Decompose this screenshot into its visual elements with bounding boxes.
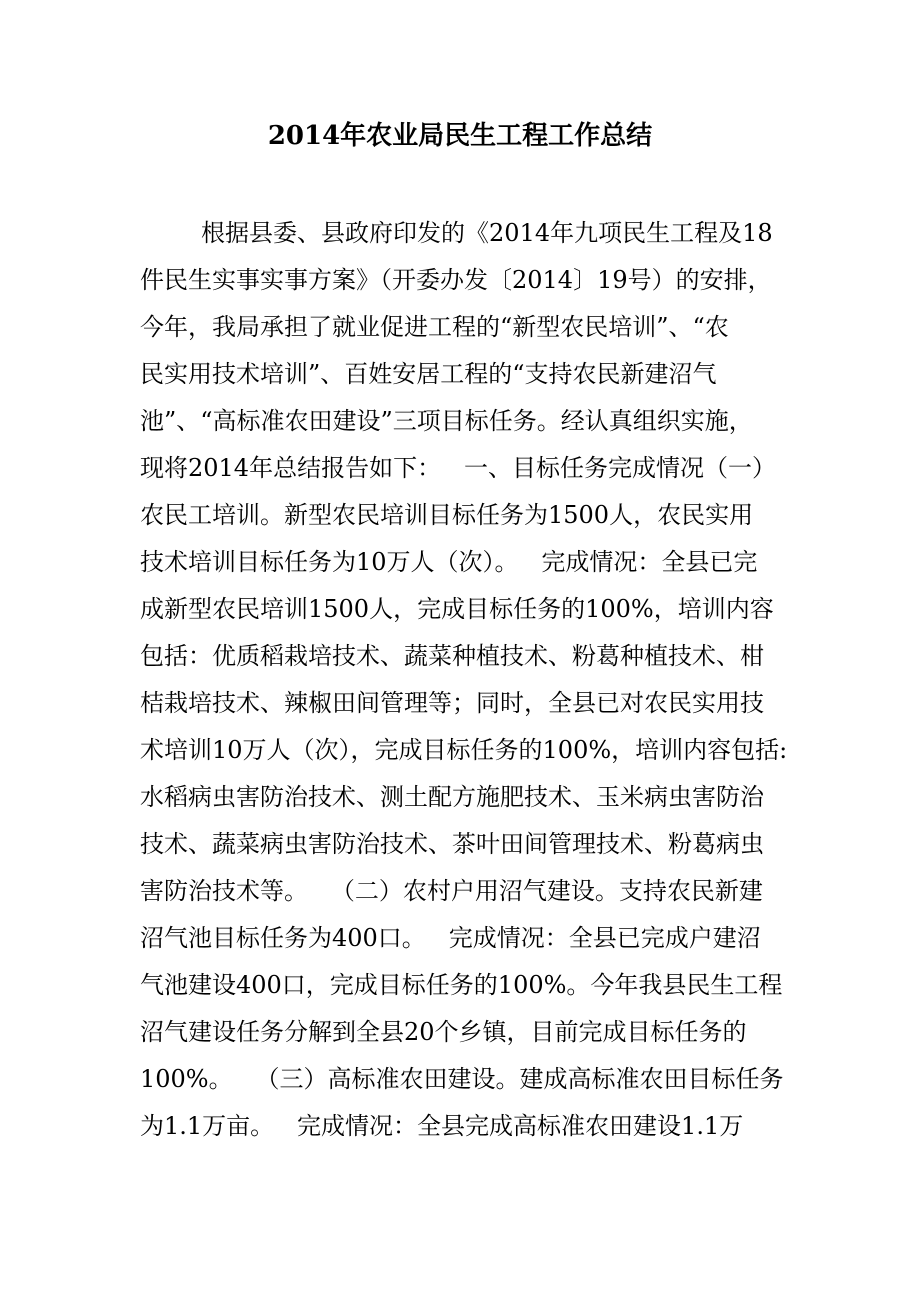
body-line-17: 气池建设400口，完成目标任务的100%。今年我县民生工程 <box>140 971 783 999</box>
body-line-12: 术培训10万人（次），完成目标任务的100%，培训内容包括: <box>140 736 788 764</box>
body-line-16: 沼气池目标任务为400口。 完成情况：全县已完成户建沼 <box>140 924 761 952</box>
body-line-18: 沼气建设任务分解到全县20个乡镇，目前完成目标任务的 <box>140 1018 747 1046</box>
body-line-20: 为1.1万亩。 完成情况：全县完成高标准农田建设1.1万 <box>140 1112 744 1140</box>
body-line-15: 害防治技术等。 （二）农村户用沼气建设。支持农民新建 <box>140 877 763 905</box>
body-line-4: 民实用技术培训”、百姓安居工程的“支持农民新建沼气 <box>140 360 717 388</box>
body-line-2: 件民生实事实事方案》（开委办发〔2014〕19号）的安排， <box>140 266 772 294</box>
body-line-7: 农民工培训。新型农民培训目标任务为1500人，农民实用 <box>140 501 754 529</box>
body-line-11: 桔栽培技术、辣椒田间管理等；同时，全县已对农民实用技 <box>140 689 764 717</box>
body-line-1: 根据县委、县政府印发的《2014年九项民生工程及18 <box>140 219 773 247</box>
body-line-5: 池”、“高标准农田建设”三项目标任务。经认真组织实施， <box>140 407 753 435</box>
body-line-9: 成新型农民培训1500人，完成目标任务的100%，培训内容 <box>140 595 774 623</box>
body-line-8: 技术培训目标任务为10万人（次）。 完成情况：全县已完 <box>140 548 758 576</box>
body-line-3: 今年，我局承担了就业促进工程的“新型农民培训”、“农 <box>140 313 729 341</box>
body-line-13: 水稻病虫害防治技术、测土配方施肥技术、玉米病虫害防治 <box>140 783 764 811</box>
document-body <box>140 210 790 1150</box>
document-title: 2014年农业局民生工程工作总结 <box>267 121 653 151</box>
body-line-19: 100%。 （三）高标准农田建设。建成高标准农田目标任务 <box>140 1065 784 1093</box>
body-line-6: 现将2014年总结报告如下： 一、目标任务完成情况（一） <box>140 454 776 482</box>
body-line-14: 技术、蔬菜病虫害防治技术、茶叶田间管理技术、粉葛病虫 <box>140 830 764 858</box>
body-line-10: 包括：优质稻栽培技术、蔬菜种植技术、粉葛种植技术、柑 <box>140 642 764 670</box>
